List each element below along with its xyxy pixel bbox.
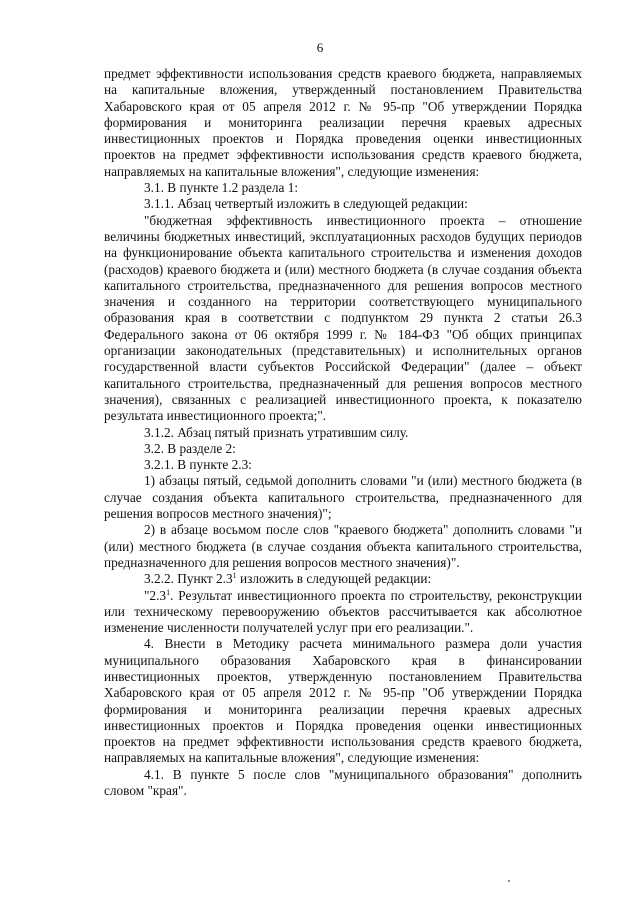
paragraph-3-2-2: [104, 571, 582, 587]
superscript-marker: 1: [232, 571, 237, 581]
paragraph-item-2: 2) в абзаце восьмом после слов "краевого бюджета" дополнить словами "и (или) местного бюджета (в случае создания объекта капитального строительства, предназначенного для решения вопросов местного значения)".: [104, 522, 582, 570]
paragraph-4: 4. Внести в Методику расчета минимального размера доли участия муниципального образования Хабаровского края в финансировании инвестиционных проектов, утвержденную постановлением Правительства Хабаровского края от 05 апреля 2012 г. № 95-пр "Об утверждении Порядка формирования и мониторинга реализации перечня краевых адресных инвестиционных проектов и Порядка проведения оценки инвестиционных проектов на предмет эффективности использования средств краевого бюджета, направляемых на капитальные вложения", следующие изменения:: [104, 636, 582, 766]
paragraph-clause-2-3-1: [104, 588, 582, 637]
superscript-marker: 1: [166, 587, 171, 597]
page-number: 6: [316, 40, 324, 55]
paragraph-item-1: 1) абзацы пятый, седьмой дополнить словами "и (или) местного бюджета (в случае создания объекта капитального строительства, предназначенного для решения вопросов местного значения)";: [104, 473, 582, 522]
paragraph-3-2: 3.2. В разделе 2:: [144, 440, 236, 456]
clause-2-3-1-start: "2.3: [144, 587, 167, 603]
paragraph-3-2-2-end: изложить в следующей редакции:: [236, 571, 432, 587]
paragraph-intro-amendments: предмет эффективности использования средств краевого бюджета, направляемых на капитальные вложения, утвержденный постановлением Правительства Хабаровского края от 05 апреля 2012 г. № 95-пр "Об утверждении Порядка формирования и мониторинга реализации перечня краевых адресных инвестиционных проектов и Порядка проведения оценки инвестиционных проектов на предмет эффективности использования средств краевого бюджета, направляемых на капитальные вложения", следующие изменения:: [104, 66, 582, 179]
paragraph-3-2-1: 3.2.1. В пункте 2.3:: [144, 457, 252, 473]
clause-2-3-1-end: . Результат инвестиционного проекта по строительству, реконструкции или техническому перевооружению объектов рассчитывается как абсолютное изменение численности получателей услуг при его реализации.".: [104, 587, 582, 636]
paragraph-4-1: 4.1. В пункте 5 после слов "муниципального образования" дополнить словом "края".: [104, 766, 582, 799]
paragraph-3-1-2: 3.1.2. Абзац пятый признать утратившим силу.: [144, 424, 409, 440]
paragraph-3-1-1: 3.1.1. Абзац четвертый изложить в следующей редакции:: [144, 196, 468, 212]
scan-artifact: [508, 880, 510, 882]
paragraph-3-2-2-start: 3.2.2. Пункт 2.3: [144, 571, 233, 587]
document-body: [104, 66, 582, 799]
paragraph-budget-efficiency-definition: "бюджетная эффективность инвестиционного проекта – отношение величины бюджетных инвестиций, эксплуатационных расходов будущих периодов на функционирование объекта капитального строительства и изменения доходов (расходов) краевого бюджета и (или) местного бюджета (в случае создания объекта капитального строительства, предназначенного для решения вопросов местного значения и созданного на территории соответствующего муниципального образования края в соответствии с подпунктом 29 пункта 2 статьи 26.3 Федерального закона от 06 октября 1999 г. № 184-ФЗ "Об общих принципах организации законодательных (представительных) и исполнительных органов государственной власти субъектов Российской Федерации" (далее – объект капитального строительства, предназначенный для решения вопросов местного значения), связанных с реализацией инвестиционного проекта, к показателю результата инвестиционного проекта;".: [104, 212, 582, 424]
paragraph-3-1: 3.1. В пункте 1.2 раздела 1:: [144, 180, 299, 196]
